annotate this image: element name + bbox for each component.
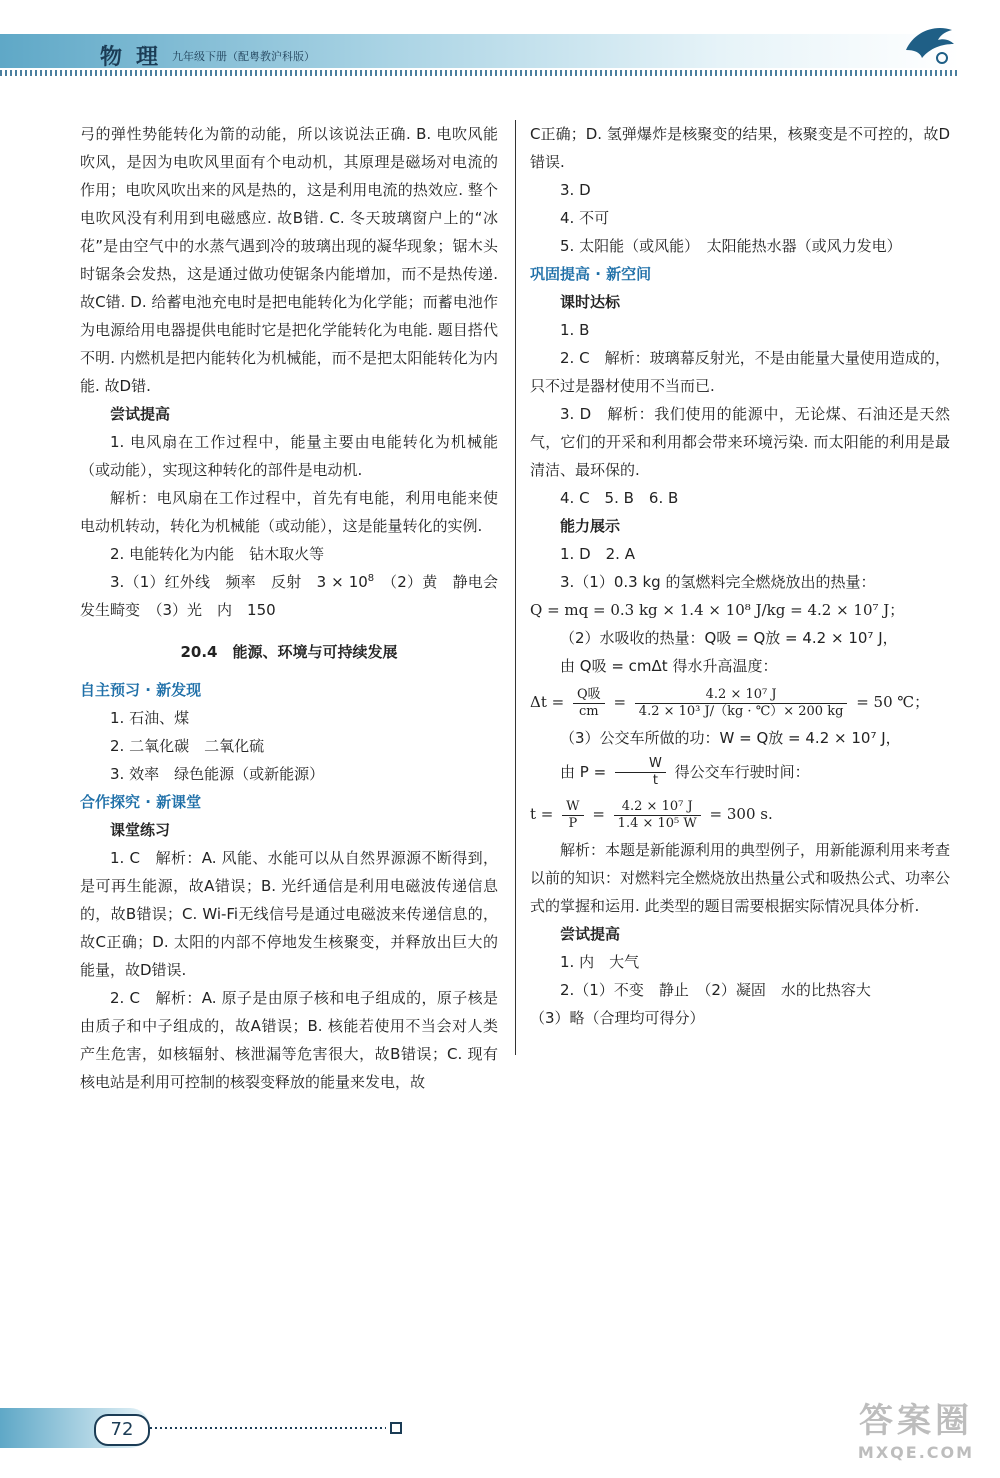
chapter-title: 20.4 能源、环境与可持续发展: [180, 643, 398, 661]
class-practice-heading: 课堂练习: [110, 821, 171, 839]
answer-item: 2. 电能转化为内能 钻木取火等: [110, 545, 325, 563]
try-improve-heading: 尝试提高: [560, 925, 621, 943]
answer-item: 1. 内 大气: [560, 953, 640, 971]
formula-heat: Q = mq = 0.3 kg × 1.4 × 10⁸ J/kg = 4.2 × 10⁷ J；: [530, 601, 905, 619]
answer-paragraph: C正确；D. 氢弹爆炸是核聚变的结果，核聚变是不可控的，故D错误.: [530, 125, 950, 171]
analysis-text: 解析：电风扇在工作过程中，首先有电能，利用电能来使电动机转动，转化为机械能（或动能），这是能量转化的实例.: [80, 489, 498, 535]
answer-item: 2. C 解析：玻璃幕反射光，不是由能量大量使用造成的，只不过是器材使用不当而已.: [530, 349, 950, 395]
answer-item: 3.（1）0.3 kg 的氢燃料完全燃烧放出的热量：: [560, 573, 876, 591]
subject-title: 物理: [100, 44, 173, 70]
analysis-text: 解析：本题是新能源利用的典型例子，用新能源利用来考查以前的知识：对燃料完全燃烧放出热量公式和吸热公式、功率公式的掌握和运用. 此类型的题目需要根据实际情况具体分析.: [530, 841, 951, 915]
answer-item: 2. 二氧化碳 二氧化硫: [110, 737, 265, 755]
answer-item: 1. 电风扇在工作过程中，能量主要由电能转化为机械能（或动能），实现这种转化的部件是电动机.: [80, 433, 498, 479]
answer-item: 1. 石油、煤: [110, 709, 190, 727]
answer-item: （3）略（合理均可得分）: [530, 1009, 705, 1027]
answer-item: 3. D 解析：我们使用的能源中，无论煤、石油还是天然气，它们的开采和利用都会带来环境污染. 而太阳能的利用是最清洁、最环保的.: [530, 405, 950, 479]
answer-item: 1. B: [560, 321, 590, 339]
answer-item: （3）公交车所做的功：W = Q放 = 4.2 × 10⁷ J，: [560, 729, 901, 747]
page-header: [0, 0, 1000, 78]
footer-dotted-line: [150, 1427, 386, 1429]
answer-item: 3.（1）红外线 频率 反射 $3 \times 10^8$ （2）黄 静电会发生畸变 （3）光 内 150: [80, 573, 498, 619]
answer-item: 4. C 5. B 6. B: [560, 489, 679, 507]
ability-heading: 能力展示: [560, 517, 621, 535]
column-divider: [515, 120, 516, 1055]
lesson-target-heading: 课时达标: [560, 293, 621, 311]
dolphin-logo-icon: [900, 14, 960, 70]
answer-paragraph: 弓的弹性势能转化为箭的动能，所以该说法正确. B. 电吹风能吹风，是因为电吹风里面有个电动机，其原理是磁场对电流的作用；电吹风吹出来的风是热的，这是利用电流的热效应. 整个电吹风没有利用到电磁感应. 故B错. C. 冬天玻璃窗户上的“冰花”是由空气中的水蒸气遇到冷的玻璃出现的凝华现象；锯木头时锯条会发热，这是通过做功使锯条内能增加，而不是热传递. 故C错. D. 给蓄电池充电时是把电能转化为化学能；而蓄电池作为电源给用电器提供电能时它是把化学能转化为电能. 题目搭代不明. 内燃机是把内能转化为机械能，而不是把太阳能转化为内能. 故D错.: [80, 125, 498, 395]
answer-item: （2）水吸收的热量：Q吸 = Q放 = 4.2 × 10⁷ J，: [560, 629, 898, 647]
formula-temperature: Δt = $\frac{\text{Q吸}}{cm}$ = $\frac{\text{4.2 × 10⁷ J}}{\text{4.2 × 10³ J/（kg · ℃）× 200 kg}}$ = 50 ℃；: [530, 686, 930, 719]
watermark-main: 答案圈: [859, 1401, 973, 1441]
section-heading: 巩固提高 · 新空间: [530, 265, 652, 283]
watermark-sub: MXQE.COM: [857, 1443, 975, 1462]
right-column: [530, 120, 950, 1032]
section-heading: 自主预习 · 新发现: [80, 681, 202, 699]
page-number: 72: [94, 1414, 150, 1446]
answer-item: 3. 效率 绿色能源（或新能源）: [110, 765, 325, 783]
answer-item: 4. 不可: [560, 209, 610, 227]
section-heading: 合作探究 · 新课堂: [80, 793, 202, 811]
formula-time: t = $\frac{W}{P}$ = $\frac{\text{4.2 × 10⁷ J}}{\text{1.4 × 10⁵ W}}$ = 300 s.: [530, 798, 773, 831]
answer-item: 由 P = $\frac{W}{t}$ 得公交车行驶时间：: [560, 756, 810, 788]
answer-item: 3. D: [560, 181, 591, 199]
answer-item: 由 Q吸 = cmΔt 得水升高温度：: [560, 657, 778, 675]
square-icon: [390, 1422, 402, 1434]
answer-item: 2. C 解析：A. 原子是由原子核和电子组成的，原子核是由质子和中子组成的，故A错误；B. 核能若使用不当会对人类产生危害，如核辐射、核泄漏等危害很大，故B错误；C. 现有核电站是利用可控制的核裂变释放的能量来发电，故: [80, 989, 498, 1091]
answer-item: 1. C 解析：A. 风能、水能可以从自然界源源不断得到，是可再生能源，故A错误；B. 光纤通信是利用电磁波传递信息的，故B错误；C. Wi-Fi无线信号是通过电磁波来传递信息的，故C正确；D. 太阳的内部不停地发生核聚变，并释放出巨大的能量，故D错误.: [80, 849, 498, 979]
answer-item: 2.（1）不变 静止 （2）凝固 水的比热容大: [560, 981, 871, 999]
left-column: [80, 120, 498, 1096]
watermark: [846, 1400, 986, 1472]
grade-label: 九年级下册（配粤教沪科版）: [172, 50, 315, 63]
try-improve-heading: 尝试提高: [110, 405, 171, 423]
answer-item: 5. 太阳能（或风能） 太阳能热水器（或风力发电）: [560, 237, 902, 255]
answer-item: 1. D 2. A: [560, 545, 635, 563]
